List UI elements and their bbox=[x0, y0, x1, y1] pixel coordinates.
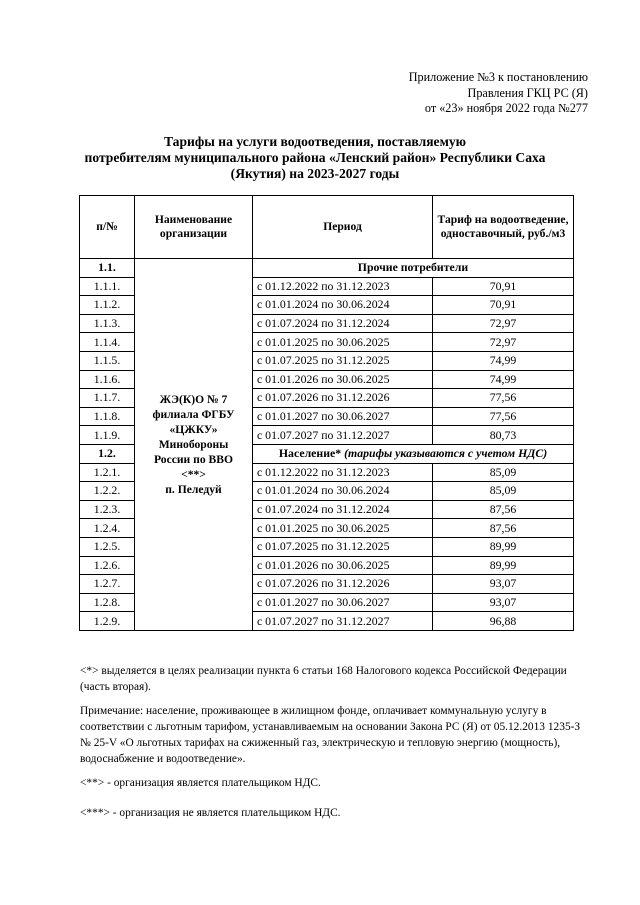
header-period: Период bbox=[253, 196, 433, 259]
row-value: 74,99 bbox=[433, 370, 574, 389]
section-label-cell bbox=[253, 444, 574, 463]
org-line: «ЦЖКУ» bbox=[169, 422, 218, 436]
row-period: с 01.01.2024 по 30.06.2024 bbox=[253, 482, 433, 501]
row-value: 72,97 bbox=[433, 314, 574, 333]
header-tariff: Тариф на водоотведение, одноставочный, руб./м3 bbox=[433, 196, 574, 259]
row-value: 74,99 bbox=[433, 351, 574, 370]
org-line: России по ВВО bbox=[154, 452, 233, 466]
row-value: 77,56 bbox=[433, 407, 574, 426]
row-num: 1.2.8. bbox=[80, 593, 135, 612]
section-label: Население* bbox=[278, 446, 342, 461]
title-line: Тарифы на услуги водоотведения, поставляемую bbox=[163, 134, 467, 149]
section-num: 1.2. bbox=[80, 444, 135, 463]
row-period: с 01.01.2024 по 30.06.2024 bbox=[253, 296, 433, 315]
row-period: с 01.01.2027 по 30.06.2027 bbox=[253, 407, 433, 426]
row-period: с 01.01.2025 по 30.06.2025 bbox=[253, 333, 433, 352]
appendix-line: Приложение №3 к постановлению bbox=[408, 70, 588, 84]
row-period: с 01.07.2025 по 31.12.2025 bbox=[253, 351, 433, 370]
row-num: 1.2.9. bbox=[80, 612, 135, 631]
row-num: 1.1.1. bbox=[80, 277, 135, 296]
row-period: с 01.07.2025 по 31.12.2025 bbox=[253, 537, 433, 556]
footnote-population: Примечание: население, проживающее в жилищном фонде, оплачивает коммунальную услугу в соответствии с льготным тарифом, устанавливаемым на основании Закона РС (Я) от 05.12.2013 1235-З № 25-V «О льготных тарифах на сжиженный газ, электрическую и тепловую энергию (мощность), водоснабжение и водоотведение». bbox=[80, 705, 581, 765]
row-num: 1.1.8. bbox=[80, 407, 135, 426]
row-period: с 01.12.2022 по 31.12.2023 bbox=[253, 277, 433, 296]
row-num: 1.2.4. bbox=[80, 519, 135, 538]
row-value: 87,56 bbox=[433, 500, 574, 519]
row-num: 1.1.5. bbox=[80, 351, 135, 370]
footnote-vat-payer: <**> - организация является плательщиком НДС. bbox=[80, 777, 321, 789]
row-value: 70,91 bbox=[433, 296, 574, 315]
org-line: ЖЭ(К)О № 7 bbox=[159, 392, 228, 406]
org-line: п. Пеледуй bbox=[165, 482, 222, 496]
row-num: 1.2.2. bbox=[80, 482, 135, 501]
section-num: 1.1. bbox=[80, 259, 135, 278]
row-period: с 01.01.2026 по 30.06.2025 bbox=[253, 556, 433, 575]
title-line: (Якутия) на 2023-2027 годы bbox=[230, 166, 400, 181]
row-value: 77,56 bbox=[433, 389, 574, 408]
row-period: с 01.07.2024 по 31.12.2024 bbox=[253, 500, 433, 519]
row-value: 89,99 bbox=[433, 537, 574, 556]
organization-cell bbox=[135, 259, 253, 631]
row-value: 85,09 bbox=[433, 482, 574, 501]
row-num: 1.2.5. bbox=[80, 537, 135, 556]
row-period: с 01.01.2027 по 30.06.2027 bbox=[253, 593, 433, 612]
appendix-header bbox=[268, 70, 588, 117]
row-period: с 01.07.2026 по 31.12.2026 bbox=[253, 575, 433, 594]
row-value: 93,07 bbox=[433, 575, 574, 594]
row-value: 70,91 bbox=[433, 277, 574, 296]
row-value: 80,73 bbox=[433, 426, 574, 445]
org-line: Минобороны bbox=[158, 437, 229, 451]
row-period: с 01.12.2022 по 31.12.2023 bbox=[253, 463, 433, 482]
row-period: с 01.01.2026 по 30.06.2025 bbox=[253, 370, 433, 389]
row-num: 1.1.2. bbox=[80, 296, 135, 315]
footnote-vat-allocation: <*> выделяется в целях реализации пункта 6 статьи 168 Налогового кодекса Российской Федерации (часть вторая). bbox=[80, 665, 567, 693]
row-num: 1.1.6. bbox=[80, 370, 135, 389]
section-row bbox=[80, 259, 574, 278]
document-title bbox=[40, 134, 590, 182]
row-num: 1.2.1. bbox=[80, 463, 135, 482]
row-value: 96,88 bbox=[433, 612, 574, 631]
org-line: филиала ФГБУ bbox=[152, 407, 235, 421]
header-num: п/№ bbox=[80, 196, 135, 259]
row-period: с 01.07.2026 по 31.12.2026 bbox=[253, 389, 433, 408]
row-num: 1.1.4. bbox=[80, 333, 135, 352]
row-period: с 01.07.2024 по 31.12.2024 bbox=[253, 314, 433, 333]
table-header-row bbox=[80, 196, 574, 259]
row-value: 87,56 bbox=[433, 519, 574, 538]
tariff-table bbox=[79, 195, 574, 631]
section-label: Прочие потребители bbox=[253, 259, 574, 278]
title-line: потребителям муниципального района «Ленский район» Республики Саха bbox=[84, 150, 546, 165]
row-period: с 01.07.2027 по 31.12.2027 bbox=[253, 426, 433, 445]
row-num: 1.1.9. bbox=[80, 426, 135, 445]
footnote-non-vat-payer: <***> - организация не является плательщиком НДС. bbox=[80, 807, 341, 819]
row-num: 1.2.6. bbox=[80, 556, 135, 575]
row-num: 1.1.3. bbox=[80, 314, 135, 333]
header-org: Наименование организации bbox=[135, 196, 253, 259]
row-value: 89,99 bbox=[433, 556, 574, 575]
section-label-italic: (тарифы указываются с учетом НДС) bbox=[344, 446, 548, 461]
appendix-line: Правления ГКЦ РС (Я) bbox=[467, 85, 588, 100]
row-value: 72,97 bbox=[433, 333, 574, 352]
appendix-line: от «23» ноября 2022 года №277 bbox=[424, 101, 588, 115]
footnotes bbox=[80, 663, 590, 829]
row-period: с 01.01.2025 по 30.06.2025 bbox=[253, 519, 433, 538]
row-num: 1.2.3. bbox=[80, 500, 135, 519]
row-value: 93,07 bbox=[433, 593, 574, 612]
row-num: 1.2.7. bbox=[80, 575, 135, 594]
row-num: 1.1.7. bbox=[80, 389, 135, 408]
row-period: с 01.07.2027 по 31.12.2027 bbox=[253, 612, 433, 631]
org-line: <**> bbox=[181, 467, 206, 481]
row-value: 85,09 bbox=[433, 463, 574, 482]
